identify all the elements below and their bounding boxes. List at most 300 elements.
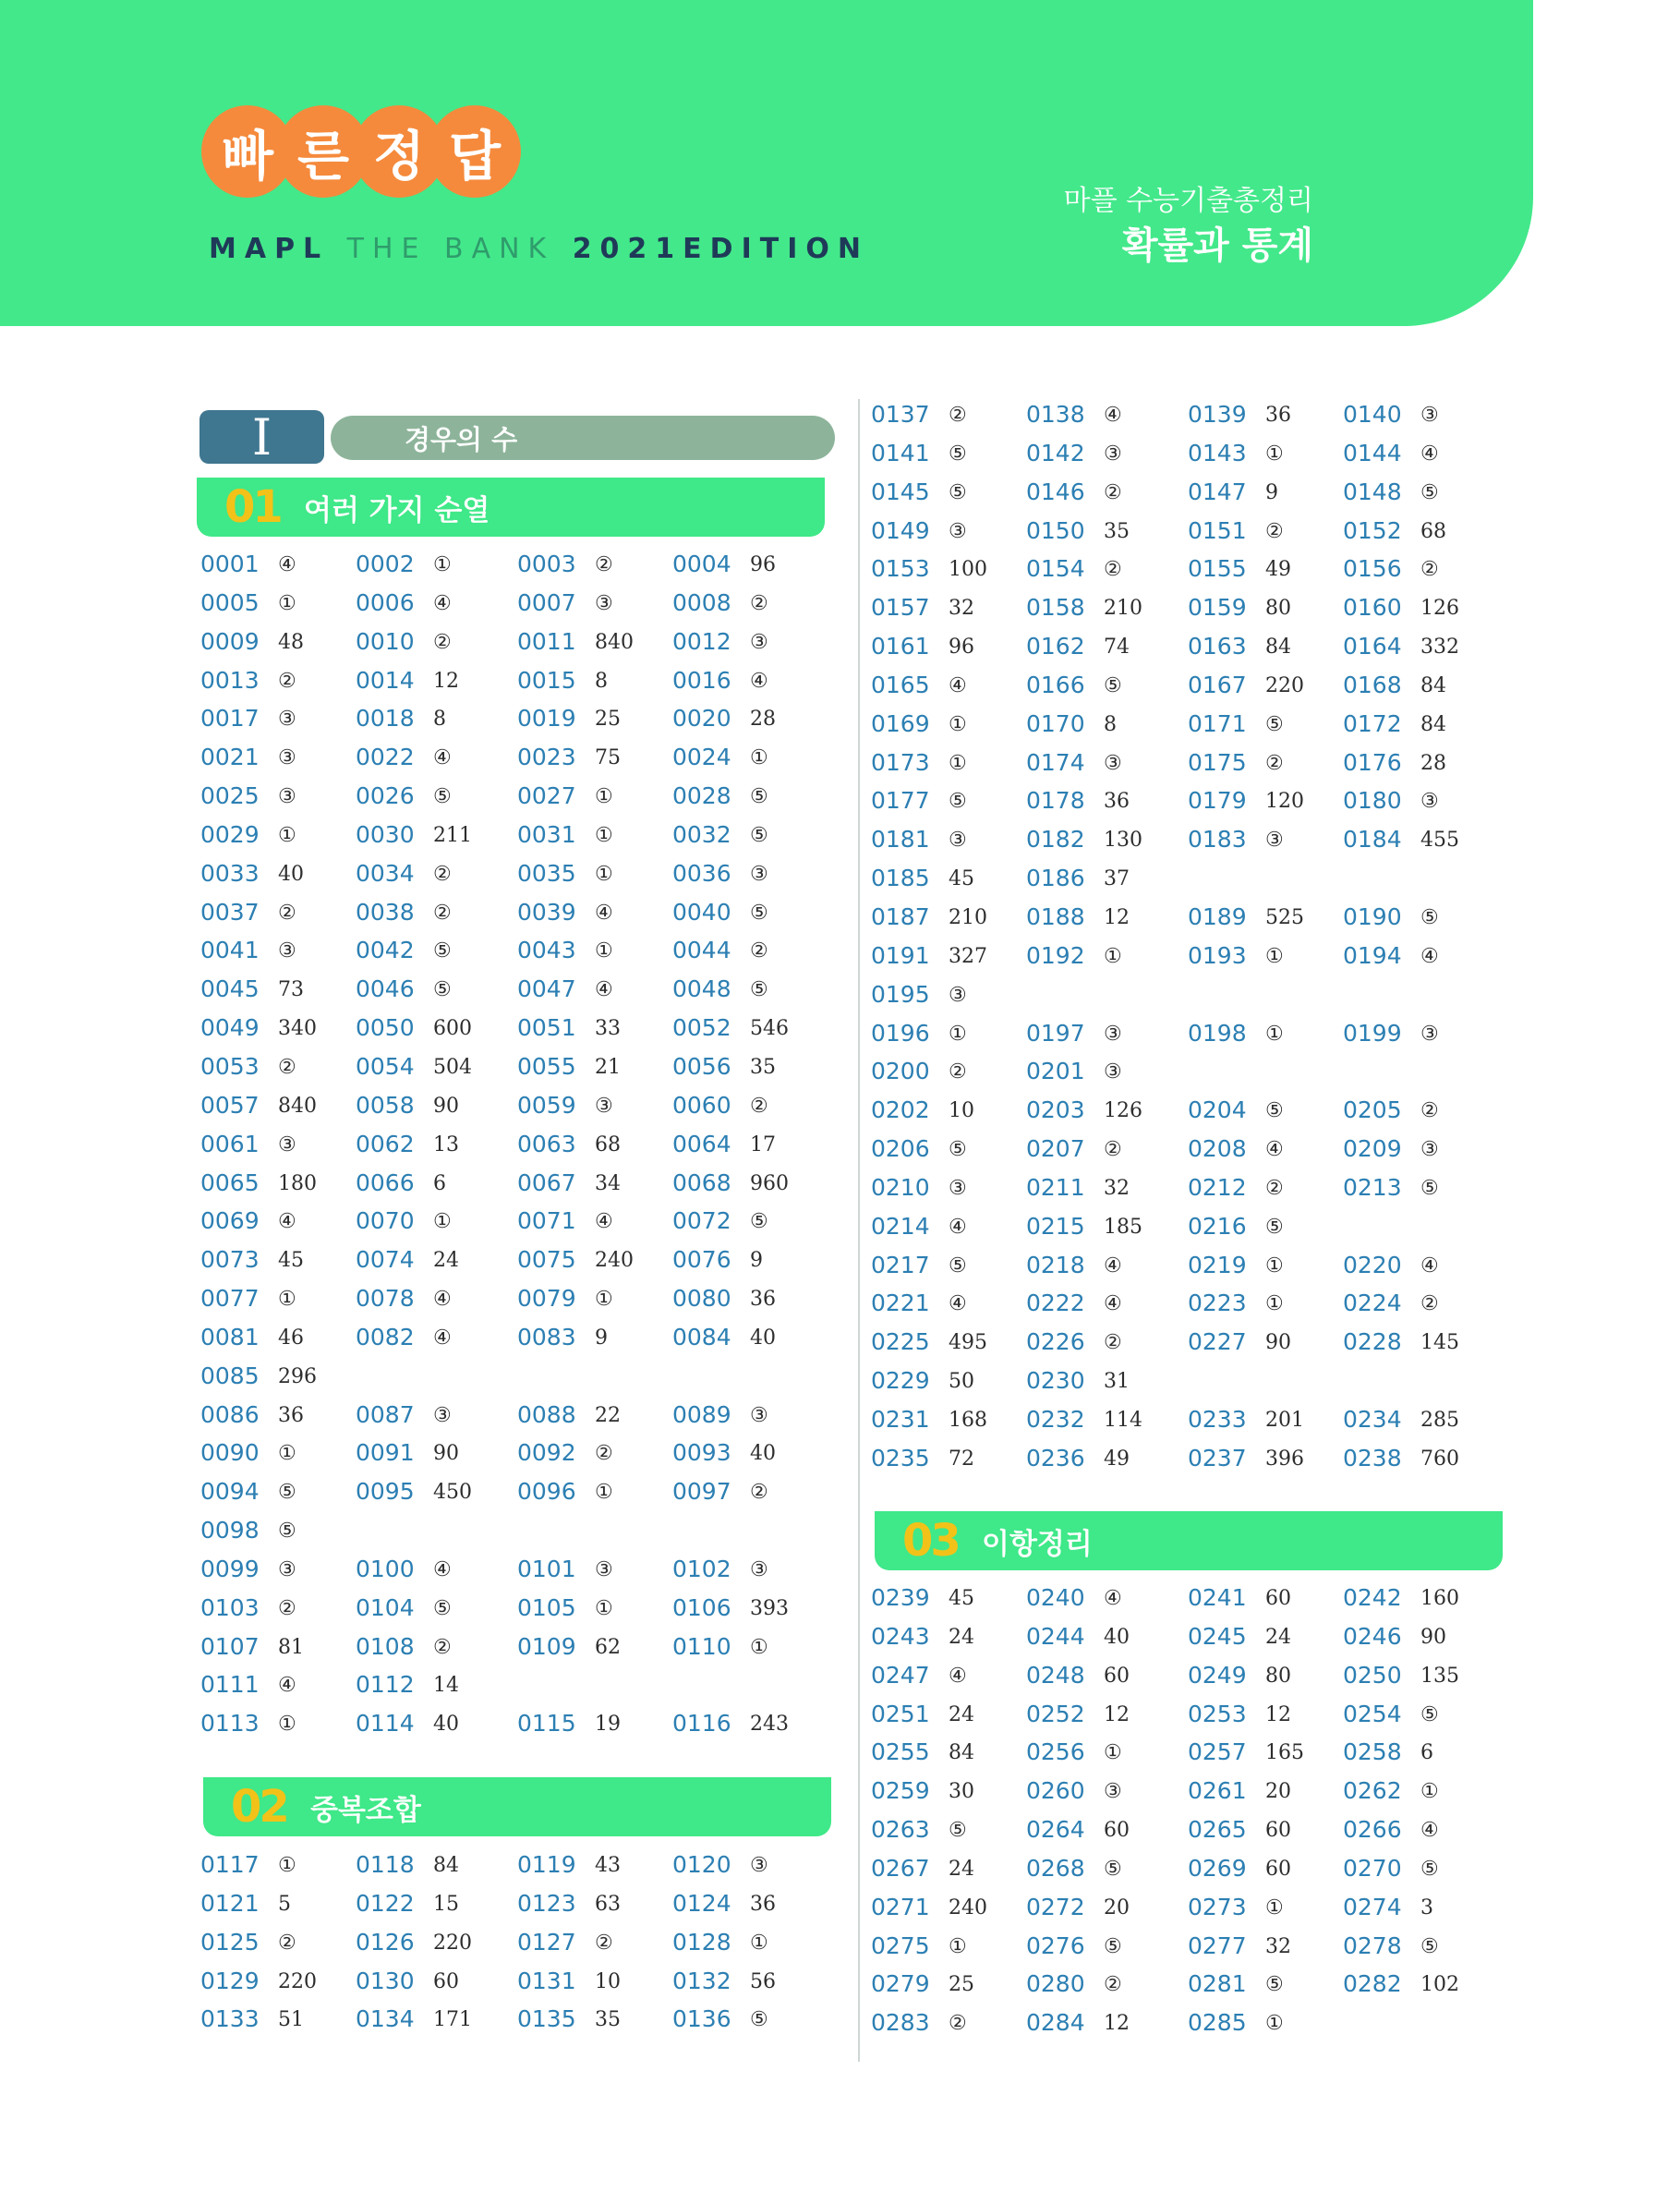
answer-value: 51 (278, 2008, 304, 2032)
answer-entry (1343, 1622, 1446, 1662)
problem-number: 0266 (1343, 1816, 1402, 1844)
answer-entry (1188, 941, 1284, 981)
answer-value: ④ (433, 1557, 452, 1581)
answer-value: 84 (949, 1741, 974, 1765)
answer-value: 760 (1420, 1447, 1459, 1471)
problem-number: 0067 (517, 1169, 576, 1196)
answer-entry (871, 902, 987, 942)
answer-value: 40 (750, 1442, 776, 1466)
answer-entry (1188, 439, 1284, 478)
answer-entry (871, 787, 967, 826)
answer-value: 73 (278, 978, 304, 1002)
problem-number: 0042 (356, 937, 415, 964)
answer-entry (356, 1246, 459, 1285)
problem-number: 0247 (871, 1661, 930, 1689)
answer-entry (517, 1091, 613, 1131)
problem-number: 0004 (672, 551, 731, 577)
answer-entry (1343, 1096, 1439, 1135)
answer-entry (517, 1207, 613, 1246)
answer-entry (356, 2005, 472, 2044)
problem-number: 0152 (1343, 516, 1402, 544)
problem-number: 0110 (672, 1632, 731, 1660)
answer-value: ④ (433, 591, 452, 615)
problem-number: 0160 (1343, 594, 1402, 622)
answer-value: 393 (750, 1596, 789, 1620)
answer-value: 9 (595, 1326, 608, 1350)
problem-number: 0056 (672, 1052, 731, 1080)
answer-value: ② (949, 404, 967, 427)
section-number: 01 (224, 481, 281, 533)
answer-value: 135 (1420, 1664, 1459, 1688)
answer-entry (1343, 709, 1446, 749)
answer-value: 74 (1104, 636, 1130, 660)
answer-value: 84 (1420, 673, 1446, 697)
answer-entry (672, 1439, 776, 1478)
problem-number: 0048 (672, 975, 731, 1003)
answer-value: ⑤ (278, 1520, 296, 1544)
answer-entry (1026, 1700, 1130, 1739)
problem-number: 0142 (1026, 439, 1085, 466)
answer-entry (1026, 2009, 1130, 2048)
answer-entry (1343, 516, 1446, 556)
answer-entry (672, 1928, 768, 1968)
problem-number: 0216 (1188, 1212, 1247, 1240)
problem-number: 0219 (1188, 1251, 1247, 1278)
problem-number: 0197 (1026, 1019, 1085, 1047)
answer-value: ① (278, 1713, 296, 1737)
answer-entry (356, 1323, 452, 1362)
answer-entry (200, 1362, 317, 1401)
problem-number: 0104 (356, 1593, 415, 1621)
answer-value: 36 (278, 1403, 304, 1427)
answer-value: ② (1420, 1292, 1439, 1316)
problem-number: 0260 (1026, 1777, 1085, 1805)
problem-number: 0171 (1188, 709, 1247, 737)
answer-value: 72 (949, 1447, 974, 1471)
answer-entry (672, 1967, 776, 2006)
answer-value: 45 (949, 1587, 974, 1610)
answer-entry (200, 1052, 296, 1092)
answer-entry (672, 1555, 768, 1594)
answer-value: 25 (595, 708, 621, 732)
answer-value: ④ (1420, 1819, 1439, 1843)
answer-value: 36 (750, 1892, 776, 1916)
answer-entry (871, 1970, 974, 2009)
answer-entry (1343, 1290, 1439, 1328)
answer-entry (1026, 865, 1130, 903)
answer-entry (200, 1555, 296, 1594)
answer-entry (200, 898, 296, 938)
answer-entry (200, 666, 296, 706)
answer-value: ④ (949, 673, 967, 697)
problem-number: 0101 (517, 1555, 576, 1582)
answer-value: 49 (1265, 558, 1291, 582)
answer-entry (1188, 1700, 1291, 1739)
problem-number: 0267 (871, 1854, 930, 1882)
logo-char: 정 (353, 105, 445, 198)
problem-number: 0134 (356, 2005, 415, 2033)
problem-number: 0013 (200, 666, 260, 694)
answer-entry (356, 705, 446, 744)
answer-entry (356, 1439, 459, 1478)
answer-value: 840 (278, 1094, 317, 1118)
answer-entry (517, 1928, 613, 1968)
answer-value: 36 (750, 1288, 776, 1312)
problem-number: 0130 (356, 1967, 415, 1994)
answer-value: 17 (750, 1132, 776, 1156)
answer-value: ④ (595, 1210, 613, 1234)
answer-value: 35 (750, 1055, 776, 1079)
problem-number: 0036 (672, 859, 731, 887)
problem-number: 0207 (1026, 1135, 1085, 1163)
answer-entry (871, 1444, 974, 1483)
answer-value: ⑤ (1420, 905, 1439, 929)
answer-entry (871, 1212, 967, 1252)
problem-number: 0114 (356, 1710, 415, 1738)
problem-number: 0102 (672, 1555, 731, 1582)
answer-value: ② (278, 1596, 296, 1620)
answer-value: 24 (949, 1857, 974, 1881)
problem-number: 0169 (871, 709, 930, 737)
problem-number: 0250 (1343, 1661, 1402, 1689)
answer-value: 96 (750, 553, 776, 576)
problem-number: 0021 (200, 744, 260, 771)
problem-number: 0268 (1026, 1854, 1085, 1882)
answer-value: 340 (278, 1017, 317, 1041)
answer-entry (1188, 1173, 1284, 1213)
answer-entry (1188, 1893, 1284, 1932)
problem-number: 0132 (672, 1967, 731, 1994)
answer-value: 13 (433, 1132, 459, 1156)
problem-number: 0065 (200, 1169, 260, 1196)
problem-number: 0191 (871, 941, 930, 969)
answer-entry (200, 1439, 296, 1478)
answer-entry (1026, 439, 1122, 478)
answer-entry (1343, 1584, 1459, 1623)
answer-entry (672, 1400, 768, 1440)
problem-number: 0170 (1026, 709, 1085, 737)
answer-entry (871, 478, 967, 517)
answer-value: ⑤ (949, 442, 967, 466)
problem-number: 0161 (871, 633, 930, 660)
answer-value: 15 (433, 1892, 459, 1916)
answer-entry (1026, 1173, 1130, 1213)
problem-number: 0212 (1188, 1173, 1247, 1201)
problem-number: 0006 (356, 588, 415, 616)
answer-entry (672, 1478, 768, 1517)
answer-entry (1188, 1019, 1284, 1059)
answer-value: 960 (750, 1171, 789, 1195)
answer-value: ① (595, 823, 613, 847)
problem-number: 0253 (1188, 1700, 1247, 1727)
answer-entry (356, 1593, 452, 1633)
problem-number: 0173 (871, 748, 930, 776)
problem-number: 0181 (871, 826, 930, 854)
answer-value: 396 (1265, 1447, 1304, 1471)
answer-value: ① (1265, 1292, 1284, 1316)
answer-value: ④ (595, 901, 613, 925)
answer-value: 24 (433, 1249, 459, 1273)
problem-number: 0186 (1026, 865, 1085, 892)
answer-value: 32 (1104, 1176, 1130, 1200)
answer-value: ③ (949, 1176, 967, 1200)
answer-value: 50 (949, 1370, 974, 1394)
section-header-02 (203, 1777, 831, 1836)
answer-value: ② (278, 669, 296, 693)
answer-entry (1026, 401, 1122, 440)
answer-entry (1026, 1135, 1122, 1174)
answer-value: 240 (595, 1249, 634, 1273)
problem-number: 0080 (672, 1285, 731, 1313)
problem-number: 0193 (1188, 941, 1247, 969)
answer-entry (517, 1632, 621, 1672)
problem-number: 0140 (1343, 401, 1402, 428)
answer-value: ③ (278, 785, 296, 809)
problem-number: 0188 (1026, 902, 1085, 930)
answer-value: ③ (1420, 1138, 1439, 1162)
answer-entry (1026, 748, 1122, 788)
problem-number: 0106 (672, 1593, 731, 1621)
answer-value: ④ (433, 746, 452, 770)
problem-number: 0066 (356, 1169, 415, 1196)
answer-value: 35 (1104, 519, 1130, 543)
problem-number: 0014 (356, 666, 415, 694)
answer-entry (672, 588, 768, 628)
answer-value: ⑤ (1265, 712, 1284, 736)
answer-entry (672, 1323, 776, 1362)
problem-number: 0098 (200, 1517, 260, 1544)
answer-value: 60 (1265, 1587, 1291, 1610)
answer-entry (200, 859, 304, 899)
problem-number: 0097 (672, 1478, 731, 1506)
answer-value: ⑤ (750, 2008, 768, 2032)
answer-value: ② (433, 1635, 452, 1659)
answer-value: ① (278, 1854, 296, 1877)
section-number: 03 (902, 1515, 959, 1567)
answer-entry (1188, 633, 1291, 672)
answer-value: ② (1104, 1138, 1122, 1162)
problem-number: 0118 (356, 1851, 415, 1878)
problem-number: 0215 (1026, 1212, 1085, 1240)
problem-number: 0150 (1026, 516, 1085, 544)
problem-number: 0124 (672, 1889, 731, 1917)
answer-entry (200, 1671, 296, 1710)
problem-number: 0084 (672, 1323, 731, 1350)
answer-entry (1343, 1932, 1439, 1971)
answer-entry (200, 705, 296, 744)
answer-value: 24 (949, 1702, 974, 1726)
problem-number: 0178 (1026, 787, 1085, 815)
answer-value: ⑤ (1420, 1176, 1439, 1200)
answer-value: ② (750, 1481, 768, 1505)
answer-entry (517, 1967, 621, 2006)
problem-number: 0125 (200, 1928, 260, 1956)
answer-entry (517, 1130, 621, 1169)
problem-number: 0003 (517, 551, 576, 577)
answer-value: 32 (949, 597, 974, 621)
problem-number: 0189 (1188, 902, 1247, 930)
answer-value: ③ (1420, 404, 1439, 427)
problem-number: 0075 (517, 1246, 576, 1274)
answer-value: 546 (750, 1017, 789, 1041)
answer-entry (1188, 787, 1304, 826)
answer-value: ④ (949, 1664, 967, 1688)
problem-number: 0240 (1026, 1584, 1085, 1611)
answer-entry (1343, 1816, 1439, 1855)
problem-number: 0076 (672, 1246, 731, 1274)
problem-number: 0043 (517, 937, 576, 964)
answer-value: ⑤ (949, 1819, 967, 1843)
answer-entry (871, 1816, 967, 1855)
answer-entry (200, 1285, 296, 1324)
answer-entry (517, 1285, 613, 1324)
answer-entry (672, 1851, 768, 1890)
answer-entry (1343, 748, 1446, 788)
brand-mapl: MAPL (209, 233, 330, 265)
answer-value: 75 (595, 746, 621, 770)
problem-number: 0172 (1343, 709, 1402, 737)
answer-entry (672, 1710, 789, 1749)
answer-entry (200, 744, 296, 782)
problem-number: 0113 (200, 1710, 260, 1738)
problem-number: 0239 (871, 1584, 930, 1611)
problem-number: 0163 (1188, 633, 1247, 660)
answer-entry (517, 1889, 621, 1929)
answer-value: 21 (595, 1055, 621, 1079)
answer-entry (672, 2005, 768, 2044)
answer-value: ① (595, 785, 613, 809)
problem-number: 0127 (517, 1928, 576, 1956)
problem-number: 0078 (356, 1285, 415, 1313)
answer-entry (871, 1251, 967, 1290)
answer-entry (356, 1285, 452, 1324)
answer-value: ② (433, 862, 452, 886)
problem-number: 0264 (1026, 1816, 1085, 1844)
answer-value: 80 (1265, 1664, 1291, 1688)
problem-number: 0242 (1343, 1584, 1402, 1611)
problem-number: 0133 (200, 2005, 260, 2033)
problem-number: 0241 (1188, 1584, 1247, 1611)
problem-number: 0071 (517, 1207, 576, 1235)
answer-value: ② (1420, 1099, 1439, 1123)
answer-entry (1343, 401, 1439, 440)
problem-number: 0119 (517, 1851, 576, 1878)
problem-number: 0263 (871, 1816, 930, 1844)
answer-entry (871, 826, 967, 865)
answer-value: ③ (1104, 1022, 1122, 1046)
answer-entry (517, 1400, 621, 1440)
problem-number: 0129 (200, 1967, 260, 1994)
answer-value: ① (595, 1481, 613, 1505)
problem-number: 0112 (356, 1671, 415, 1699)
answer-value: ② (278, 901, 296, 925)
answer-value: ⑤ (1420, 480, 1439, 504)
answer-value: 60 (1104, 1819, 1130, 1843)
section-title: 중복조합 (310, 1793, 421, 1827)
answer-entry (356, 782, 452, 821)
answer-value: 34 (595, 1171, 621, 1195)
answer-value: 60 (1265, 1857, 1291, 1881)
answer-value: ① (949, 1934, 967, 1958)
answer-value: ② (595, 1931, 613, 1955)
problem-number: 0052 (672, 1014, 731, 1042)
answer-value: 211 (433, 823, 472, 847)
answer-entry (871, 516, 967, 556)
answer-value: ② (949, 1060, 967, 1084)
answer-entry (517, 975, 613, 1014)
answer-entry (356, 937, 452, 975)
answer-value: ③ (1104, 442, 1122, 466)
answer-value: 60 (1104, 1664, 1130, 1688)
problem-number: 0020 (672, 705, 731, 733)
answer-value: ② (750, 939, 768, 963)
answer-value: ① (1265, 1895, 1284, 1919)
answer-entry (871, 980, 967, 1020)
answer-value: 126 (1104, 1099, 1142, 1123)
answer-value: ① (1265, 1022, 1284, 1046)
answer-entry (1026, 1251, 1122, 1290)
problem-number: 0256 (1026, 1738, 1085, 1766)
problem-number: 0233 (1188, 1405, 1247, 1433)
problem-number: 0138 (1026, 401, 1085, 428)
answer-value: ④ (949, 1292, 967, 1316)
problem-number: 0254 (1343, 1700, 1402, 1727)
answer-entry (356, 1710, 459, 1749)
answer-entry (672, 1246, 763, 1285)
answer-entry (871, 1738, 974, 1777)
answer-value: ③ (278, 939, 296, 963)
problem-number: 0083 (517, 1323, 576, 1350)
answer-value: ② (1104, 558, 1122, 582)
answer-entry (672, 782, 768, 821)
problem-number: 0096 (517, 1478, 576, 1506)
problem-number: 0109 (517, 1632, 576, 1660)
problem-number: 0198 (1188, 1019, 1247, 1047)
answer-value: ③ (595, 1557, 613, 1581)
problem-number: 0091 (356, 1439, 415, 1467)
answer-value: 90 (1420, 1625, 1446, 1649)
answer-entry (356, 898, 452, 938)
problem-number: 0226 (1026, 1328, 1085, 1356)
answer-value: 185 (1104, 1215, 1142, 1239)
answer-value: ④ (1104, 404, 1122, 427)
problem-number: 0158 (1026, 594, 1085, 622)
answer-entry (672, 744, 768, 782)
problem-number: 0037 (200, 898, 260, 926)
answer-entry (871, 1661, 967, 1701)
answer-value: ⑤ (750, 901, 768, 925)
answer-value: 12 (1104, 1702, 1130, 1726)
answer-value: 9 (1265, 480, 1278, 504)
answer-entry (871, 1405, 987, 1445)
answer-entry (356, 1928, 472, 1968)
answer-value: 3 (1420, 1895, 1433, 1919)
answer-entry (871, 709, 967, 749)
problem-number: 0068 (672, 1169, 731, 1196)
problem-number: 0223 (1188, 1290, 1247, 1317)
answer-value: 243 (750, 1713, 789, 1737)
problem-number: 0236 (1026, 1444, 1085, 1471)
answer-entry (356, 1555, 452, 1594)
problem-number: 0028 (672, 782, 731, 810)
answer-value: 56 (750, 1969, 776, 1993)
problem-number: 0154 (1026, 555, 1085, 583)
answer-value: 90 (1265, 1331, 1291, 1355)
problem-number: 0284 (1026, 2009, 1085, 2037)
answer-entry (200, 1710, 296, 1749)
answer-value: 12 (1265, 1702, 1291, 1726)
answer-entry (200, 1967, 317, 2006)
